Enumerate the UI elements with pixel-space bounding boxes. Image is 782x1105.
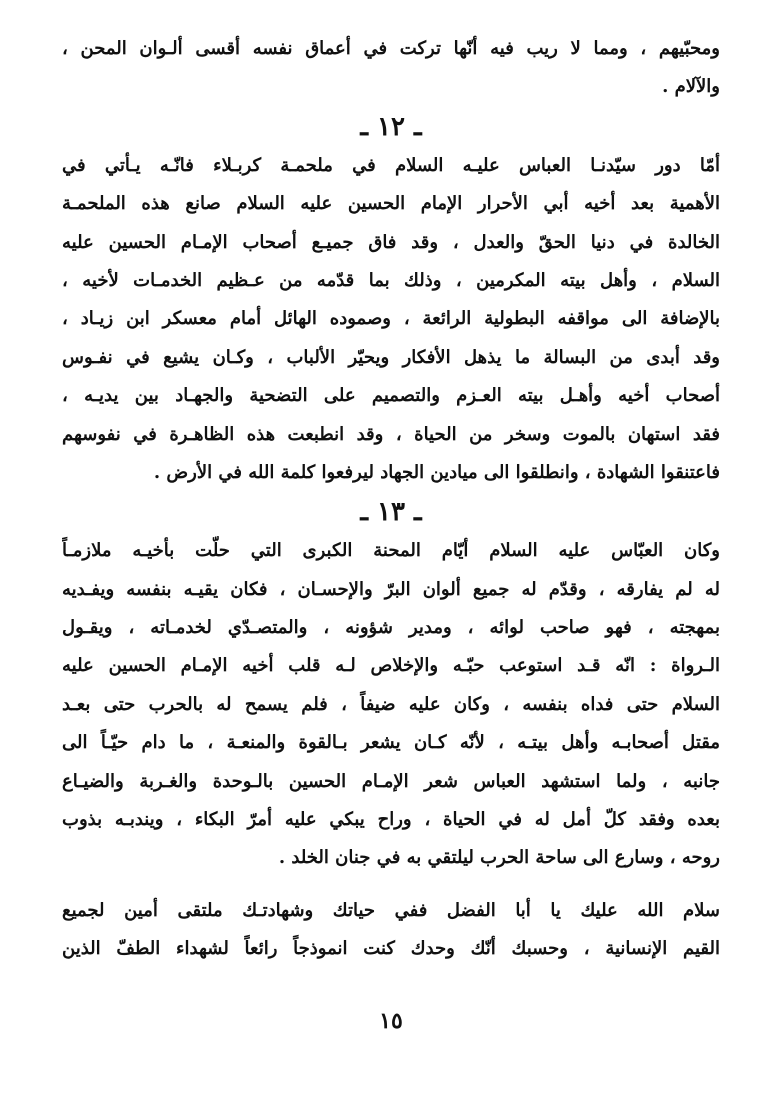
text-line: سلام الله عليك يا أبا الفضل ففي حياتك وشهادتـك ملتقى أمين لجميع [62, 899, 720, 921]
text-line: والآلام . [662, 76, 720, 98]
text-line: له لم يفارقه ، وقدّم له جميع ألوان البرّ والإحسـان ، فكان يقيـه بنفسه ويفـديه [62, 578, 720, 600]
text-line: جانبه ، ولما استشهد العباس شعر الإمـام الحسين بالـوحدة والغـربة والضيـاع [62, 770, 720, 792]
text-line: الـرواة : انّه قـد استوعب حبّـه والإخلاص لـه قلب أخيه الإمـام الحسين عليه [62, 655, 720, 677]
section-number-12: ـ ١٢ ـ [360, 111, 422, 142]
text-line: مقتل أصحابـه وأهل بيتـه ، لأنّه كـان يشعر بـالقوة والمنعـة ، ما دام حيّـاً الى [62, 732, 720, 754]
paragraph-section-12 [62, 147, 720, 493]
text-line: فقد استهان بالموت وسخر من الحياة ، وقد انطبعت هذه الظاهـرة في نفوسهم [62, 423, 720, 445]
text-line: فاعتنقوا الشهادة ، وانطلقوا الى ميادين الجهاد ليرفعوا كلمة الله في الأرض . [153, 461, 720, 483]
text-line: وكان العبّاس عليه السلام أيّام المحنة الكبرى التي حلّت بأخيـه ملازمـاً [62, 540, 720, 562]
text-line: روحه ، وسارع الى ساحة الحرب ليلتقي به في جنان الخلد . [278, 847, 720, 869]
text-line: ومحبّيهم ، ومما لا ريب فيه أنّها تركت في أعماق نفسه أقسى ألـوان المحن ، [62, 38, 720, 59]
text-line: بالإضافة الى مواقفه البطولية الرائعة ، وصموده الهائل أمام معسكر ابن زيـاد ، [62, 308, 720, 330]
text-line: السلام حتى فداه بنفسه ، وكان عليه ضيفاً ، فلم يسمح له بالحرب حتى بعـد [62, 693, 720, 715]
text-line: أصحاب أخيه وأهـل بيته العـزم والتصميم على التضحية والجهـاد بين يديـه ، [62, 385, 720, 407]
paragraph-spacer [62, 878, 720, 892]
section-number-13: ـ ١٣ ـ [360, 497, 422, 528]
paragraph-section-13 [62, 532, 720, 878]
page-number: ١٥ [379, 1008, 403, 1034]
paragraph-intro [62, 30, 720, 107]
text-line: الأهمية بعد أخيه أبي الأحرار الإمام الحسين عليه السلام صانع هذه الملحمـة [62, 193, 720, 215]
text-line: وقد أبدى من البسالة ما يذهل الأفكار ويحيّر الألباب ، وكـان يشيع في نفـوس [62, 346, 720, 368]
text-line: السلام ، وأهل بيته المكرمين ، وذلك بما قدّمه من عـظيم الخدمـات لأخيه ، [62, 269, 720, 291]
paragraph-closing [62, 892, 720, 969]
text-line: بعده وفقد كلّ أمل له في الحياة ، وراح يبكي عليه أمرّ البكاء ، ويندبـه بذوب [62, 809, 720, 831]
page-body [62, 30, 720, 969]
text-line: بمهجته ، فهو صاحب لوائه ، ومدير شؤونه ، والمتصـدّي لخدمـاته ، ويقـول [62, 617, 720, 639]
text-line: أمّا دور سيّدنـا العباس عليـه السلام في ملحمـة كربـلاء فانّـه يـأتي في [62, 154, 720, 176]
text-line: القيم الإنسانية ، وحسبك أنّك وحدك كنت انموذجاً رائعاً لشهداء الطفّ الذين [62, 938, 720, 960]
text-line: الخالدة في دنيا الحقّ والعدل ، وقد فاق جميـع أصحاب الإمـام الحسين عليه [62, 231, 720, 253]
